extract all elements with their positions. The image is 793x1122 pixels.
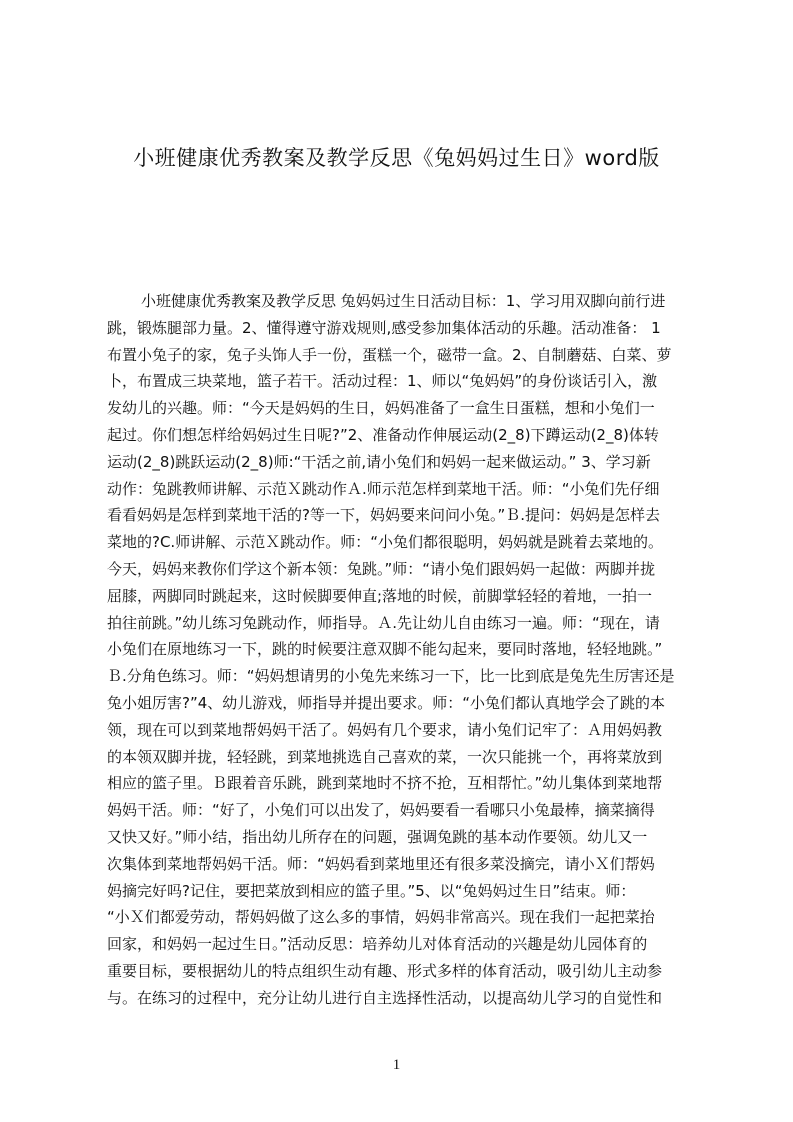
body-line: 小班健康优秀教案及教学反思 兔妈妈过生日活动目标：1、学习用双脚向前行进 xyxy=(141,292,666,310)
body-line: “小Ｘ们都爱劳动，帮妈妈做了这么多的事情，妈妈非常高兴。现在我们一起把菜抬 xyxy=(107,908,655,927)
body-line: 运动(2_8)跳跃运动(2_8)师:“干活之前,请小兔们和妈妈一起来做运动。” 3、学习新 xyxy=(107,452,651,471)
body-line: 小兔们在原地练习一下，跳的时候要注意双脚不能勾起来，要同时落地，轻轻地跳。” xyxy=(107,640,663,659)
document-title: 小班健康优秀教案及教学反思《兔妈妈过生日》word版 xyxy=(133,146,660,170)
body-line: 又快又好。”师小结，指出幼儿所存在的问题，强调兔跳的基本动作要领。幼儿又一 xyxy=(107,828,648,846)
body-line: 看看妈妈是怎样到菜地干活的?等一下，妈妈要来问问小兔。”Ｂ.提问：妈妈是怎样去 xyxy=(107,506,661,525)
body-line: 卜，布置成三块菜地，篮子若干。活动过程：1、师以“兔妈妈”的身份谈话引入，激 xyxy=(107,372,658,391)
page-number: 1 xyxy=(392,1057,401,1073)
body-line: 次集体到菜地帮妈妈干活。师：“妈妈看到菜地里还有很多菜没摘完，请小Ｘ们帮妈 xyxy=(107,854,655,873)
body-line: 与。在练习的过程中，充分让幼儿进行自主选择性活动，以提高幼儿学习的自觉性和 xyxy=(107,988,663,1007)
body-line: 回家，和妈妈一起过生日。”活动反思：培养幼儿对体育活动的兴趣是幼儿园体育的 xyxy=(107,935,648,954)
body-line: 的本领双脚并拢，轻轻跳，到菜地挑选自己喜欢的菜，一次只能挑一个，再将菜放到 xyxy=(107,747,663,766)
body-line: 发幼儿的兴趣。师：“今天是妈妈的生日，妈妈准备了一盒生日蛋糕，想和小兔们一 xyxy=(107,399,655,418)
body-line: 相应的篮子里。Ｂ跟着音乐跳，跳到菜地时不挤不抢，互相帮忙。”幼儿集体到菜地帮 xyxy=(107,774,663,793)
body-line: 兔小姐厉害?”4、幼儿游戏，师指导并提出要求。师：“小兔们都认真地学会了跳的本 xyxy=(107,694,666,712)
body-line: 领，现在可以到菜地帮妈妈干活了。妈妈有几个要求，请小兔们记牢了：Ａ用妈妈教 xyxy=(107,720,663,739)
document-body xyxy=(0,288,793,1048)
body-line: 妈摘完好吗?记住，要把菜放到相应的篮子里。”5、以“兔妈妈过生日”结束。师： xyxy=(107,881,636,900)
body-line: 起过。你们想怎样给妈妈过生日呢?”2、准备动作伸展运动(2_8)下蹲运动(2_8)体转 xyxy=(107,426,659,444)
body-line: 屈膝，两脚同时跳起来，这时候脚要伸直;落地的时候，前脚掌轻轻的着地，一拍一 xyxy=(107,586,653,605)
body-line: 妈妈干活。师：“好了，小兔们可以出发了，妈妈要看一看哪只小兔最棒，摘菜摘得 xyxy=(107,801,655,820)
body-line: 跳，锻炼腿部力量。2、懂得遵守游戏规则,感受参加集体活动的乐趣。活动准备： 1 xyxy=(107,318,661,337)
body-line: Ｂ.分角色练习。师：“妈妈想请男的小兔先来练习一下，比一比到底是兔先生厉害还是 xyxy=(107,667,675,686)
body-line: 重要目标，要根据幼儿的特点组织生动有趣、形式多样的体育活动，吸引幼儿主动参 xyxy=(107,962,663,980)
body-line: 拍往前跳。”幼儿练习兔跳动作，师指导。Ａ.先让幼儿自由练习一遍。师：“现在，请 xyxy=(107,613,660,632)
body-line: 今天，妈妈来教你们学这个新本领：兔跳。”师：“请小兔们跟妈妈一起做：两脚并拢 xyxy=(107,560,656,578)
body-line: 动作：兔跳教师讲解、示范Ｘ跳动作Ａ.师示范怎样到菜地干活。师：“小兔们先仔细 xyxy=(107,479,660,498)
body-line: 布置小兔子的家，兔子头饰人手一份，蛋糕一个，磁带一盒。2、自制蘑菇、白菜、萝 xyxy=(107,345,672,364)
body-line: 菜地的?C.师讲解、示范Ｘ跳动作。师：“小兔们都很聪明，妈妈就是跳着去菜地的。 xyxy=(107,533,663,552)
